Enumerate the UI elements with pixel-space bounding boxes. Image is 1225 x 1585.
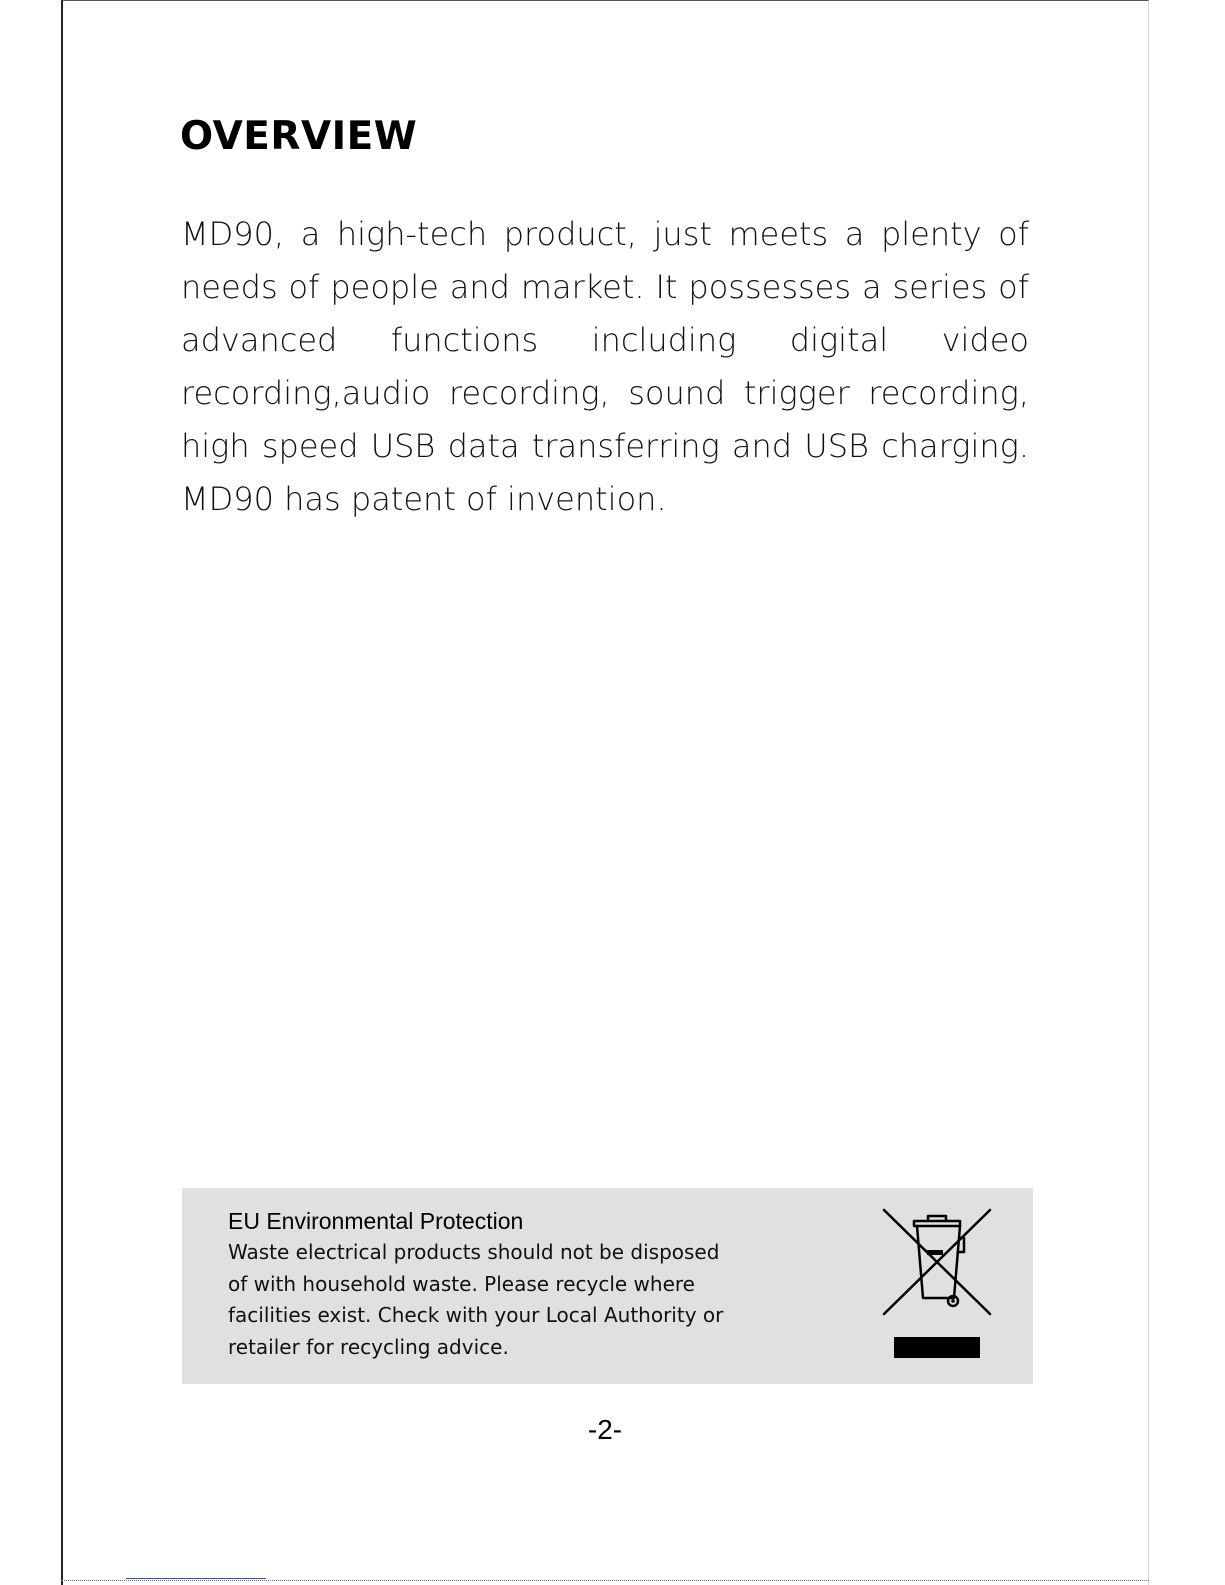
page-bottom-mark bbox=[126, 1578, 266, 1579]
overview-paragraph: MD90, a high-tech product, just meets a plenty of needs of people and market. It possesses a series of advanced functions including digital video recording,audio recording, sound trigger recording, high speed USB data transferring and USB charging. MD90 has patent of invention. bbox=[181, 215, 1029, 518]
page-title: OVERVIEW bbox=[180, 114, 418, 159]
crossed-out-wheelie-bin-icon bbox=[882, 1208, 992, 1318]
eu-notice-text: Waste electrical products should not be disposed of with household waste. Please recycle where facilities exist. Check with your Local Authority or retailer for recycling advice. bbox=[228, 1240, 724, 1359]
page-number: -2- bbox=[587, 1414, 623, 1445]
bin-symbol-bar bbox=[894, 1337, 980, 1358]
page-bottom-border bbox=[61, 1580, 1149, 1581]
eu-notice-heading: EU Environmental Protection bbox=[228, 1208, 524, 1234]
eu-notice-box bbox=[182, 1188, 1033, 1384]
